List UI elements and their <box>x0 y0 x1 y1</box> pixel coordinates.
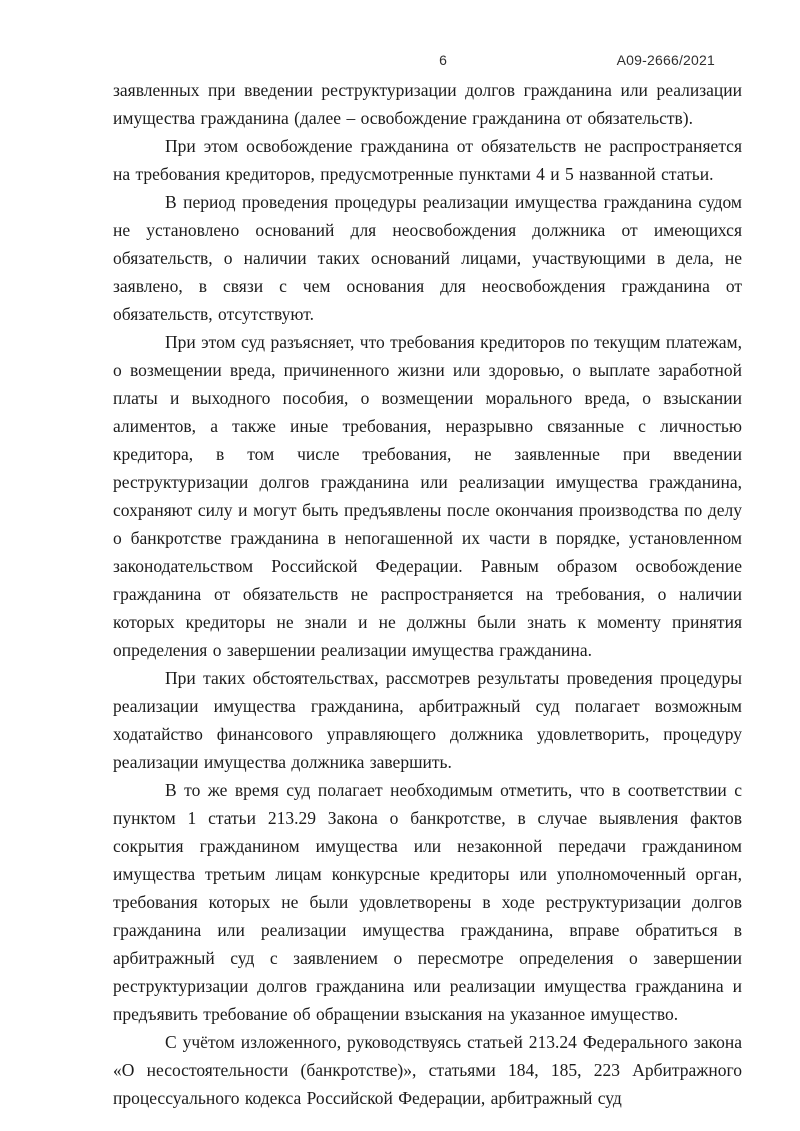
paragraph: При этом суд разъясняет, что требования кредиторов по текущим платежам, о возмещении вреда, причиненного жизни или здоровью, о выплате заработной платы и выходного пособия, о возмещении морального вреда, о взыскании алиментов, а также иные требования, неразрывно связанные с личностью кредитора, в том числе требования, не заявленные при введении реструктуризации долгов гражданина или реализации имущества гражданина, сохраняют силу и могут быть предъявлены после окончания производства по делу о банкротстве гражданина в непогашенной их части в порядке, установленном законодательством Российской Федерации. Равным образом освобождение гражданина от обязательств не распространяется на требования, о наличии которых кредиторы не знали и не должны были знать к моменту принятия определения о завершении реализации имущества гражданина. <box>113 332 742 660</box>
paragraph: При таких обстоятельствах, рассмотрев результаты проведения процедуры реализации имущества гражданина, арбитражный суд полагает возможным ходатайство финансового управляющего должника удовлетворить, процедуру реализации имущества должника завершить. <box>113 668 742 772</box>
paragraph: При этом освобождение гражданина от обязательств не распространяется на требования кредиторов, предусмотренные пунктами 4 и 5 названной статьи. <box>113 136 742 184</box>
page-number: 6 <box>439 52 447 68</box>
paragraph: С учётом изложенного, руководствуясь статьей 213.24 Федерального закона «О несостоятельности (банкротстве)», статьями 184, 185, 223 Арбитражного процессуального кодекса Российской Федерации, арбитражный суд <box>113 1032 742 1108</box>
paragraph: В период проведения процедуры реализации имущества гражданина судом не установлено оснований для неосвобождения должника от имеющихся обязательств, о наличии таких оснований лицами, участвующими в дела, не заявлено, в связи с чем основания для неосвобождения гражданина от обязательств, отсутствуют. <box>113 192 742 324</box>
paragraph: В то же время суд полагает необходимым отметить, что в соответствии с пунктом 1 статьи 213.29 Закона о банкротстве, в случае выявления фактов сокрытия гражданином имущества или незаконной передачи гражданином имущества третьим лицам конкурсные кредиторы или уполномоченный орган, требования которых не были удовлетворены в ходе реструктуризации долгов гражданина или реализации имущества гражданина, вправе обратиться в арбитражный суд с заявлением о пересмотре определения о завершении реструктуризации долгов гражданина или реализации имущества гражданина и предъявить требование об обращении взыскания на указанное имущество. <box>113 780 742 1024</box>
document-body <box>113 76 742 1112</box>
case-number: А09-2666/2021 <box>616 52 715 68</box>
paragraph-continuation: заявленных при введении реструктуризации долгов гражданина или реализации имущества гражданина (далее – освобождение гражданина от обязательств). <box>113 80 742 128</box>
page-header <box>0 52 800 70</box>
